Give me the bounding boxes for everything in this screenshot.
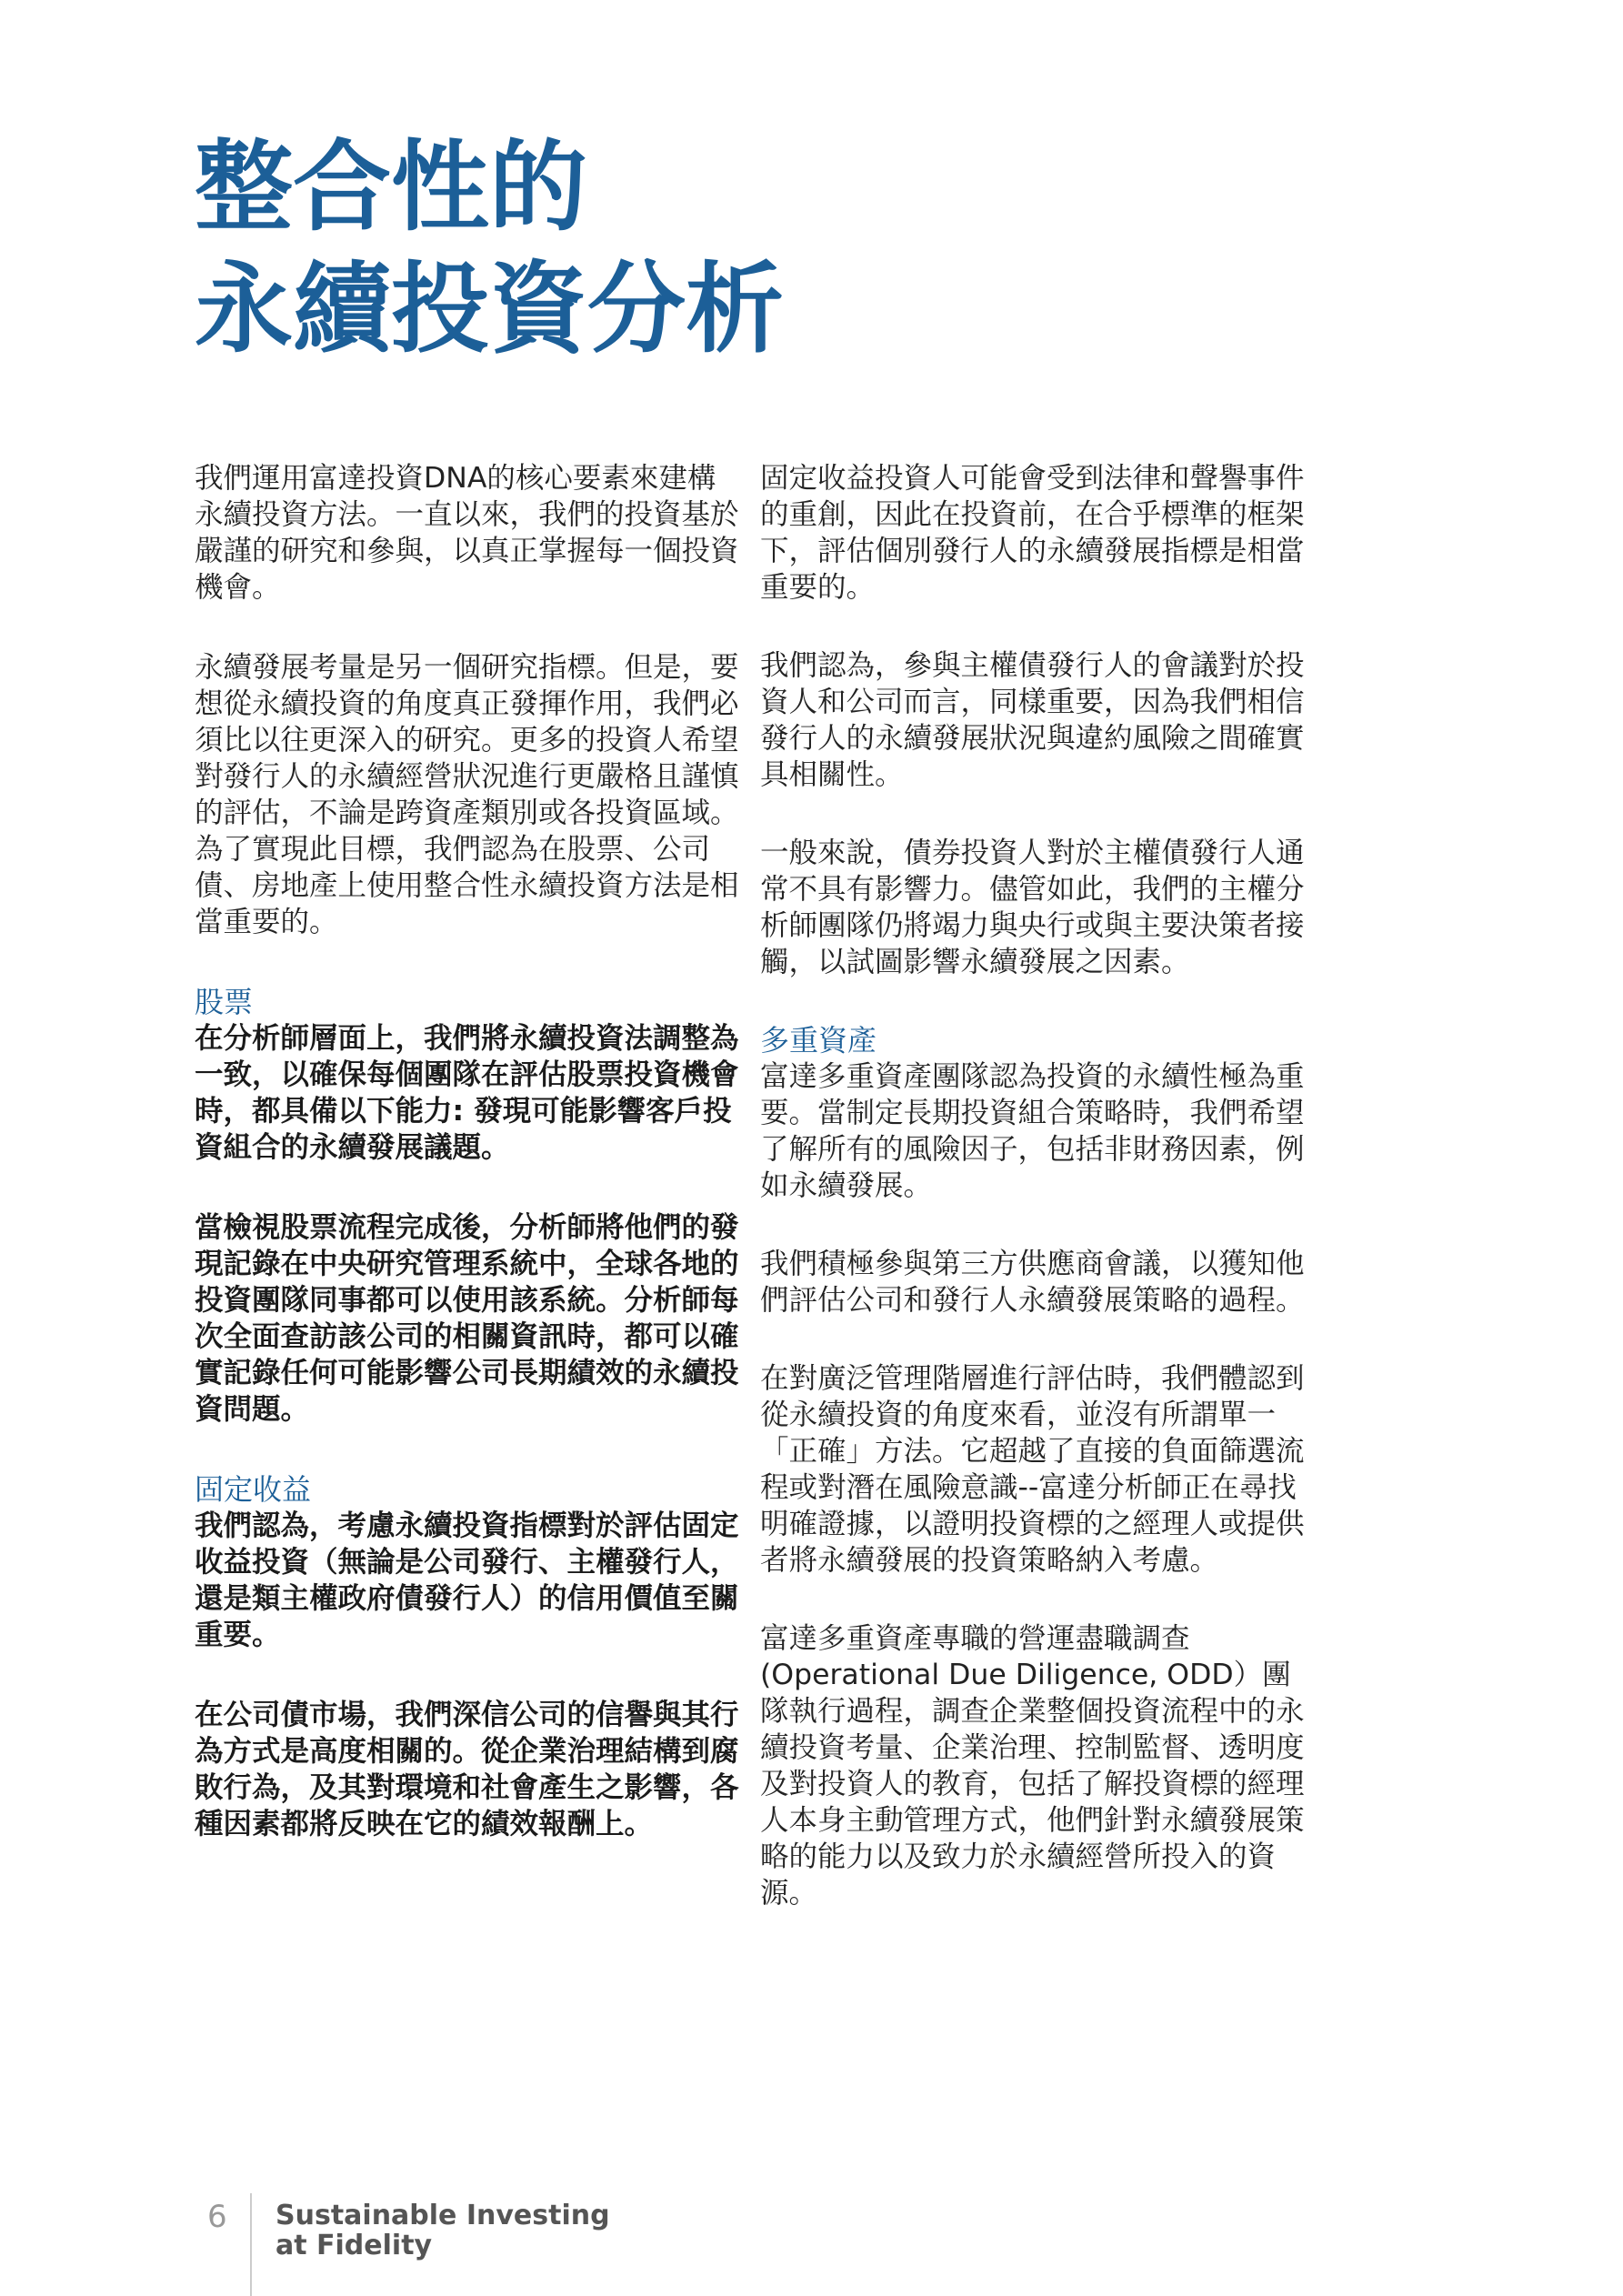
right-paragraph-7: 富達多重資產專職的營運盡職調查(Operational Due Diligence, ODD）團隊執行過程，調查企業整個投資流程中的永續投資考量、企業治理、控制監督、透明度及對投資人的教育，包括了解投資標的經理人本身主動管理方式，他們針對永續發展策略的能力以及致力於永續經營所投入的資源。 [760, 1622, 1305, 1910]
right-paragraph-6: 在對廣泛管理階層進行評估時，我們體認到從永續投資的角度來看，並沒有所謂單一「正確」方法。它超越了直接的負面篩選流程或對潛在風險意識--富達分析師正在尋找明確證據，以證明投資標的之經理人或提供者將永續發展的投資策略納入考慮。 [760, 1362, 1305, 1577]
left-paragraph-1: 我們運用富達投資DNA的核心要素來建構永續投資方法。一直以來，我們的投資基於嚴謹的研究和參與，以真正掌握每一個投資機會。 [195, 462, 739, 604]
right-column [760, 460, 1306, 1911]
footer-divider [250, 2193, 252, 2296]
left-column [195, 460, 740, 1842]
page-number: 6 [207, 2199, 227, 2235]
right-paragraph-5: 我們積極參與第三方供應商會議，以獲知他們評估公司和發行人永續發展策略的過程。 [760, 1248, 1305, 1317]
section-heading-fixed-income: 固定收益 [195, 1472, 312, 1507]
left-paragraph-6: 在公司債市場，我們深信公司的信譽與其行為方式是高度相關的。從企業治理結構到腐敗行為，及其對環境和社會產生之影響，各種因素都將反映在它的績效報酬上。 [195, 1699, 739, 1840]
left-paragraph-5: 我們認為，考慮永續投資指標對於評估固定收益投資（無論是公司發行、主權發行人，還是類主權政府債發行人）的信用價值至關重要。 [195, 1509, 739, 1651]
section-heading-equity: 股票 [195, 985, 254, 1019]
left-paragraph-2: 永續發展考量是另一個研究指標。但是，要想從永續投資的角度真正發揮作用，我們必須比以往更深入的研究。更多的投資人希望對發行人的永續經營狀況進行更嚴格且謹慎的評估，不論是跨資產類別或各投資區域。為了實現此目標，我們認為在股票、公司債、房地產上使用整合性永續投資方法是相當重要的。 [195, 651, 739, 938]
left-paragraph-4: 當檢視股票流程完成後，分析師將他們的發現記錄在中央研究管理系統中，全球各地的投資團隊同事都可以使用該系統。分析師每次全面查訪該公司的相關資訊時，都可以確實記錄任何可能影響公司長期績效的永續投資問題。 [195, 1211, 739, 1426]
left-paragraph-3: 在分析師層面上，我們將永續投資法調整為一致，以確保每個團隊在評估股票投資機會時，都具備以下能力: 發現可能影響客戶投資組合的永續發展議題。 [195, 1022, 739, 1164]
right-paragraph-3: 一般來說，債券投資人對於主權債發行人通常不具有影響力。儘管如此，我們的主權分析師團隊仍將竭力與央行或與主要決策者接觸，以試圖影響永續發展之因素。 [760, 837, 1305, 978]
page-title [195, 127, 784, 371]
footer-publication-title [276, 2201, 610, 2261]
section-heading-multi-asset: 多重資產 [760, 1023, 877, 1058]
footer-line-2: at Fidelity [276, 2230, 433, 2261]
footer-line-1: Sustainable Investing [276, 2200, 610, 2231]
title-line-2: 永續投資分析 [195, 253, 785, 366]
right-paragraph-1: 固定收益投資人可能會受到法律和聲譽事件的重創，因此在投資前，在合乎標準的框架下，評估個別發行人的永續發展指標是相當重要的。 [760, 462, 1305, 604]
right-paragraph-2: 我們認為，參與主權債發行人的會議對於投資人和公司而言，同樣重要，因為我們相信發行人的永續發展狀況與違約風險之間確實具相關性。 [760, 649, 1305, 791]
title-line-1: 整合性的 [195, 131, 588, 245]
right-paragraph-4: 富達多重資產團隊認為投資的永續性極為重要。當制定長期投資組合策略時，我們希望了解所有的風險因子，包括非財務因素，例如永續發展。 [760, 1060, 1305, 1202]
